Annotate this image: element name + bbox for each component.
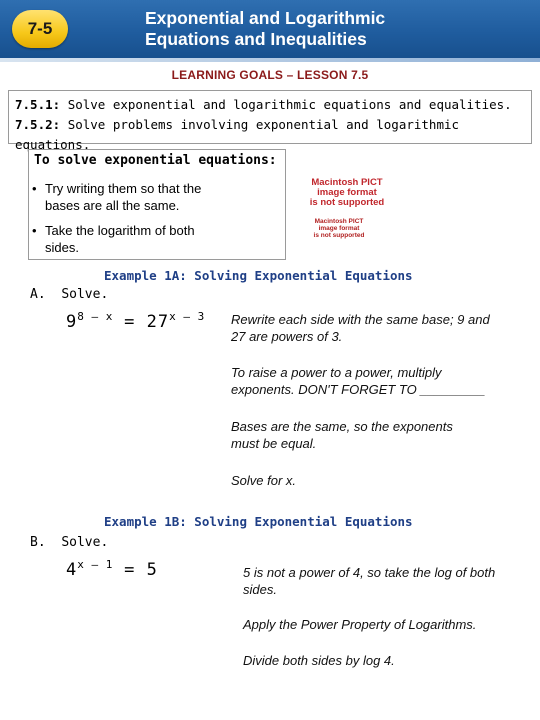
example-1a-title: Example 1A: Solving Exponential Equations [104,268,413,283]
placeholder-line: Macintosh PICT [311,177,383,188]
equation-exponent: x – 1 [77,558,113,571]
page-title [145,8,465,50]
note-line: Apply the Power Property of Logarithms. [243,617,477,632]
part-b-label [30,535,108,550]
learning-goals-box [8,90,532,152]
step-note [231,311,516,345]
note-line: 27 are powers of 3. [231,329,343,344]
step-note [243,616,528,633]
note-line: Rewrite each side with the same base; 9 and [231,312,490,327]
note-line: To raise a power to a power, multiply [231,365,442,380]
note-line: exponents. DON'T FORGET TO _________ [231,382,486,397]
part-a-label [30,287,108,302]
equation-base: 9 [66,312,78,332]
bullet-dot-icon: • [32,223,37,238]
step-note [243,564,528,598]
equation-rhs: = 5 [124,560,158,580]
part-letter: B. [30,535,46,550]
header-divider [0,58,540,62]
goal-text: Solve exponential and logarithmic equations and equalities. [67,97,512,112]
note-line: sides. [243,582,277,597]
goal-item [15,95,525,115]
placeholder-line: is not supported [309,197,385,208]
bullet-dot-icon: • [32,181,37,196]
placeholder-line: image format [317,187,377,198]
part-letter: A. [30,287,46,302]
goal-id: 7.5.2: [15,117,61,132]
bullet-line: Take the logarithm of both [45,223,195,238]
equation-exponent: x – 3 [169,310,205,323]
part-instruction: Solve. [61,287,109,302]
placeholder-line: Macintosh PICT [314,218,364,225]
step-note [243,652,528,669]
equation-exponent: 8 – x [77,310,113,323]
title-line-2: Equations and Inequalities [145,29,367,49]
placeholder-line: is not supported [313,232,365,239]
bullet-line: sides. [45,240,79,255]
example-1b-title: Example 1B: Solving Exponential Equations [104,514,413,529]
note-line: Bases are the same, so the exponents [231,419,453,434]
note-line: 5 is not a power of 4, so take the log of both [243,565,496,580]
note-line: Solve for x. [231,473,297,488]
equation-base: 4 [66,560,78,580]
unsupported-image-placeholder [300,218,378,239]
bullet-line: bases are all the same. [45,198,180,213]
method-bullet [32,180,262,214]
part-instruction: Solve. [61,535,109,550]
step-note [231,364,516,398]
method-heading: To solve exponential equations: [34,153,277,168]
step-note [231,472,516,489]
equation-1b [66,558,158,580]
step-note [231,418,516,452]
bullet-line: Try writing them so that the [45,181,202,196]
lesson-badge: 7-5 [12,10,68,48]
placeholder-line: image format [318,225,360,232]
note-line: must be equal. [231,436,317,451]
note-line: Divide both sides by log 4. [243,653,395,668]
goal-text: Solve problems involving exponential and logarithmic equations. [15,117,460,152]
title-line-1: Exponential and Logarithmic [145,8,386,28]
equation-rhs: = 27 [124,312,170,332]
goal-id: 7.5.1: [15,97,61,112]
learning-goals-heading: LEARNING GOALS – LESSON 7.5 [171,68,369,82]
unsupported-image-placeholder [282,178,412,208]
method-bullet [32,222,262,256]
equation-1a [66,310,205,332]
